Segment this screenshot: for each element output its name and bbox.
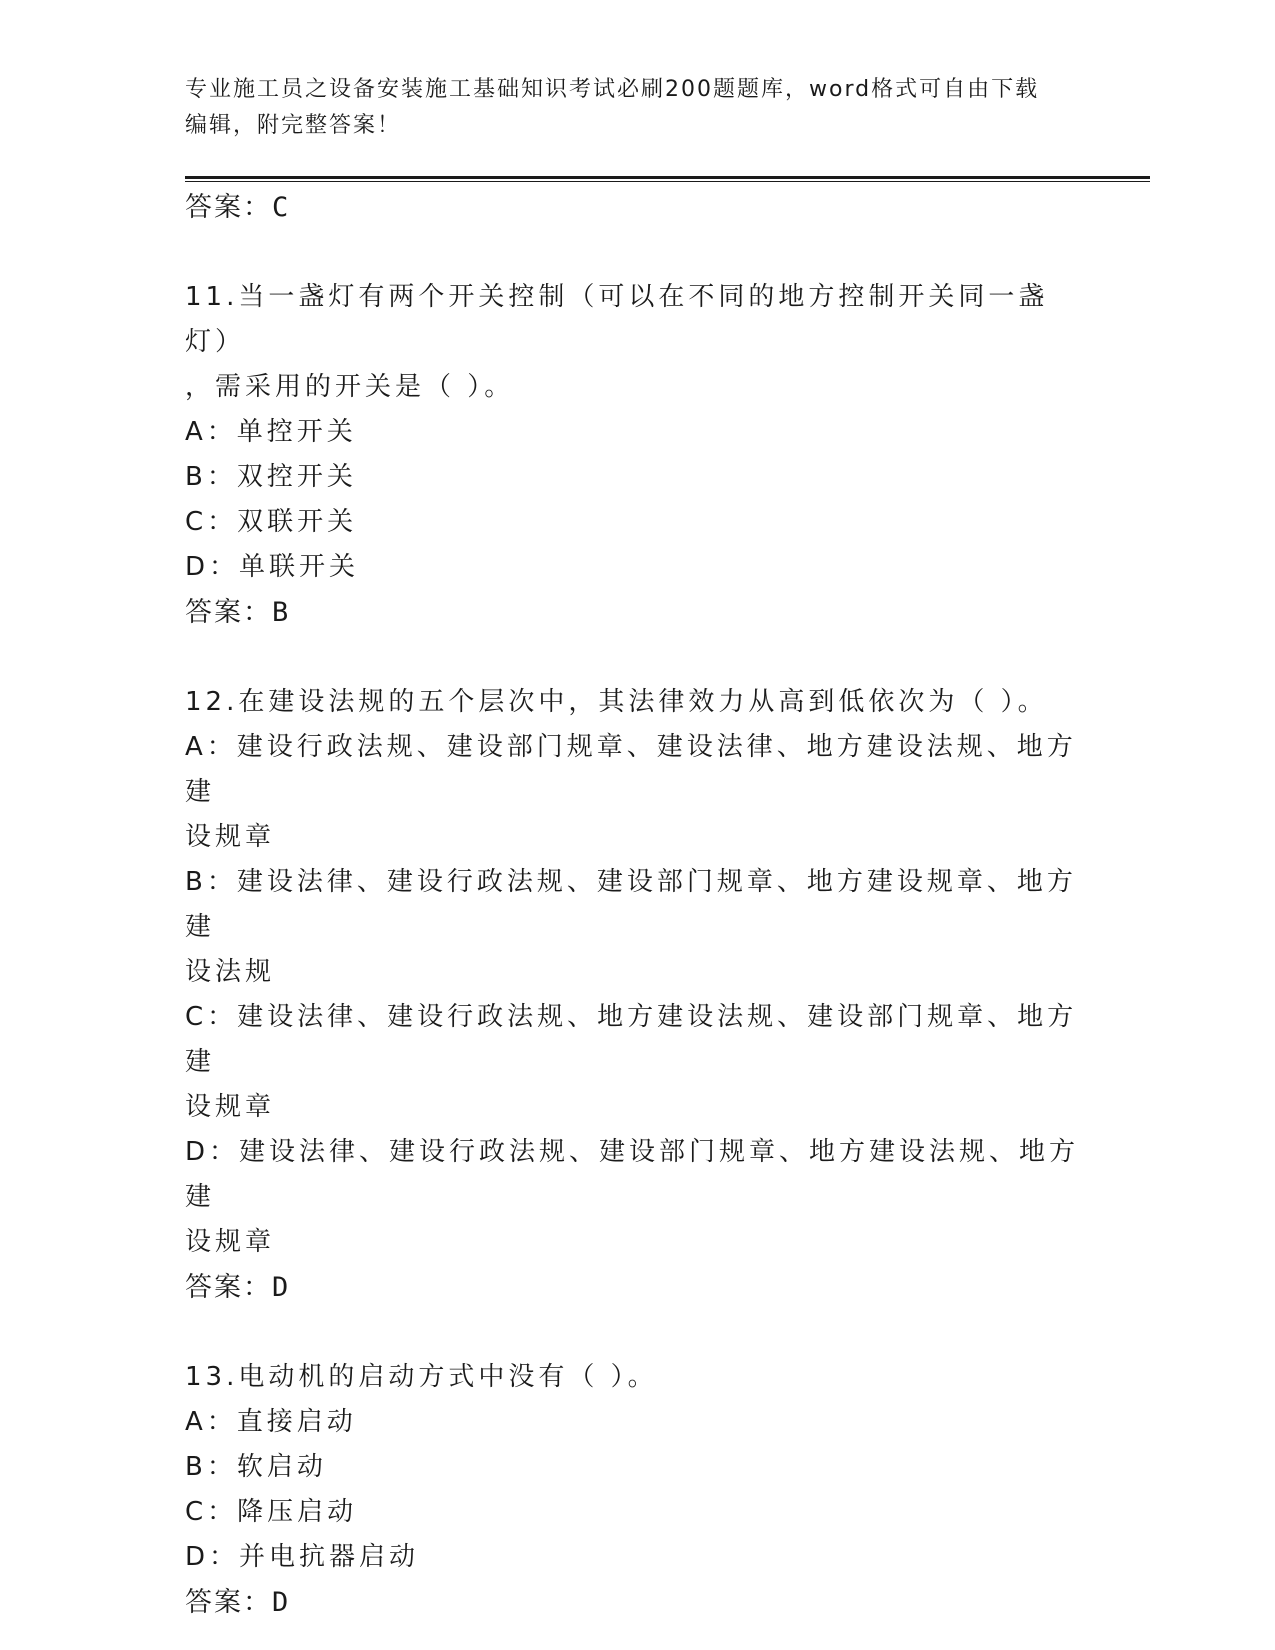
option-b: B：软启动 (185, 1452, 327, 1482)
question-11 (185, 275, 1085, 635)
question-stem: 11.当一盏灯有两个开关控制（可以在不同的地方控制开关同一盏灯） (185, 282, 1049, 357)
option-d-continued: 设规章 (185, 1227, 276, 1257)
option-d: D：建设法律、建设行政法规、建设部门规章、地方建设法规、地方建 (185, 1137, 1080, 1212)
option-b: B：双控开关 (185, 462, 357, 492)
option-a-continued: 设规章 (185, 822, 276, 852)
header-line-1: 专业施工员之设备安装施工基础知识考试必刷200题题库，word格式可自由下载 (185, 77, 1040, 102)
spacer (185, 230, 1085, 275)
answer: 答案：D (185, 1587, 291, 1618)
option-b: B：建设法律、建设行政法规、建设部门规章、地方建设规章、地方建 (185, 867, 1077, 942)
previous-answer: 答案：C (185, 192, 291, 223)
option-a: A：直接启动 (185, 1407, 357, 1437)
spacer (185, 635, 1085, 680)
option-c: C：建设法律、建设行政法规、地方建设法规、建设部门规章、地方建 (185, 1002, 1078, 1077)
option-b-continued: 设法规 (185, 957, 276, 987)
option-c-continued: 设规章 (185, 1092, 276, 1122)
option-c: C：降压启动 (185, 1497, 358, 1527)
answer: 答案：D (185, 1272, 291, 1303)
document-body (185, 185, 1085, 1625)
option-d: D：单联开关 (185, 552, 360, 582)
header-divider (185, 176, 1150, 182)
option-d: D：并电抗器启动 (185, 1542, 420, 1572)
question-stem-continued: ，需采用的开关是（ ）。 (185, 372, 515, 402)
question-12 (185, 680, 1085, 1310)
option-a: A：单控开关 (185, 417, 357, 447)
option-c: C：双联开关 (185, 507, 358, 537)
question-stem: 13.电动机的启动方式中没有（ ）。 (185, 1362, 658, 1392)
answer: 答案：B (185, 597, 291, 628)
question-13 (185, 1355, 1085, 1625)
question-stem: 12.在建设法规的五个层次中，其法律效力从高到低依次为（ ）。 (185, 687, 1048, 717)
document-header (185, 72, 1085, 144)
option-a: A：建设行政法规、建设部门规章、建设法律、地方建设法规、地方建 (185, 732, 1077, 807)
header-line-2: 编辑，附完整答案！ (185, 113, 402, 138)
spacer (185, 1310, 1085, 1355)
